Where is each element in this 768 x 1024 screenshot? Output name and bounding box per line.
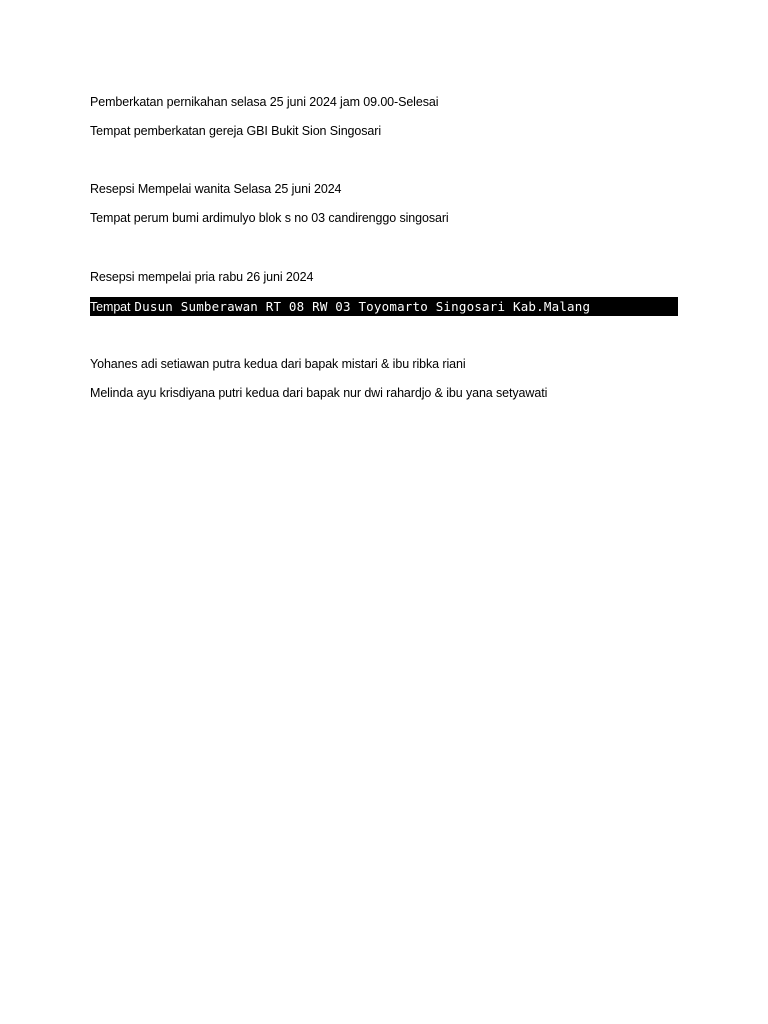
bride-parents-line: Melinda ayu krisdiyana putri kedua dari bapak nur dwi rahardjo & ibu yana setyawati [90, 386, 548, 400]
ceremony-venue-line: Tempat pemberkatan gereja GBI Bukit Sion Singosari [90, 124, 381, 138]
groom-reception-venue-address: Dusun Sumberawan RT 08 RW 03 Toyomarto Singosari Kab.Malang [134, 298, 591, 314]
bride-reception-venue-line: Tempat perum bumi ardimulyo blok s no 03 candirenggo singosari [90, 211, 449, 225]
bride-reception-schedule-line: Resepsi Mempelai wanita Selasa 25 juni 2024 [90, 182, 342, 196]
groom-reception-venue-line-highlighted [90, 297, 678, 316]
groom-reception-schedule-line: Resepsi mempelai pria rabu 26 juni 2024 [90, 270, 314, 284]
ceremony-schedule-line: Pemberkatan pernikahan selasa 25 juni 2024 jam 09.00-Selesai [90, 95, 439, 109]
groom-parents-line: Yohanes adi setiawan putra kedua dari bapak mistari & ibu ribka riani [90, 357, 466, 371]
groom-reception-venue-label: Tempat [90, 299, 131, 314]
